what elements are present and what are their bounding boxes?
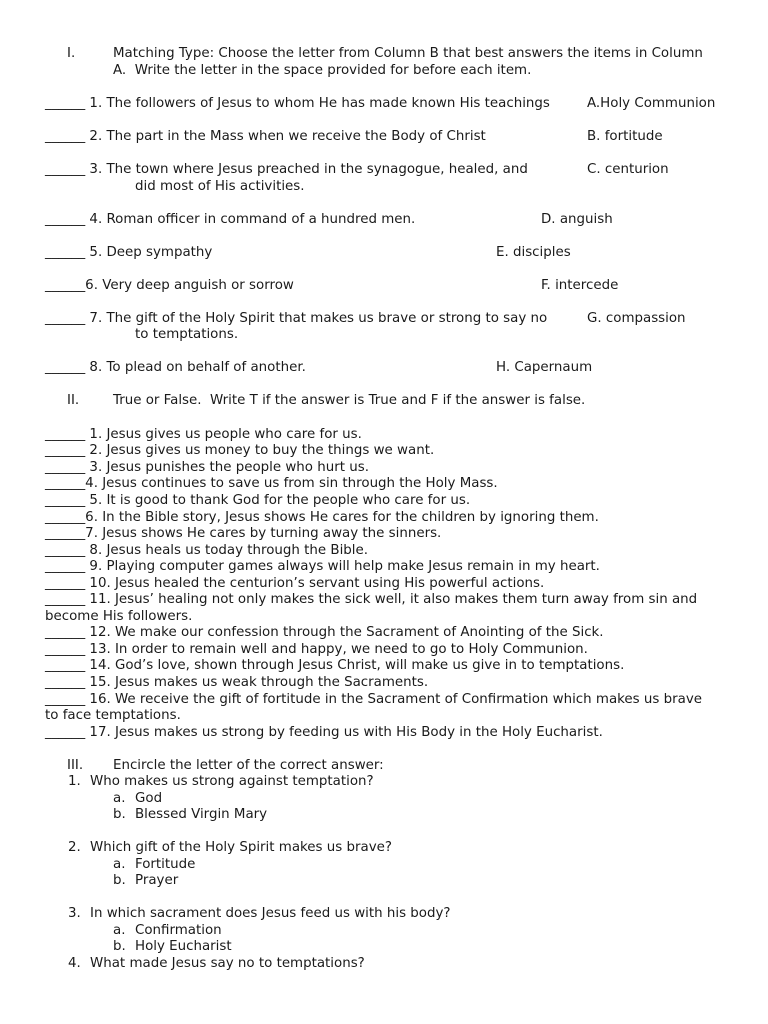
matching-choice-e: E. disciples [496,245,571,260]
matching-choice-b: B. fortitude [587,129,663,144]
part2-instruction: True or False. Write T if the answer is True and F if the answer is false. [113,393,586,408]
mc-option: Holy Eucharist [135,939,232,954]
matching-item-8: ______ 8. To plead on behalf of another. [45,360,306,375]
mc-option-letter: b. [113,939,126,954]
mc-question: Which gift of the Holy Spirit makes us brave? [90,840,392,855]
mc-option: Confirmation [135,923,222,938]
matching-choice-a: A.Holy Communion [587,96,716,111]
tf-line: ______ 17. Jesus makes us strong by feeding us with His Body in the Holy Eucharist. [45,725,603,740]
matching-choice-g: G. compassion [587,311,686,326]
part3-numeral: III. [67,758,84,773]
mc-option-letter: a. [113,791,126,806]
tf-line: ______ 3. Jesus punishes the people who hurt us. [45,460,369,475]
tf-line: ______ 2. Jesus gives us money to buy the things we want. [45,443,435,458]
mc-question-number: 2. [68,840,81,855]
mc-question-number: 1. [68,774,81,789]
tf-line: ______6. In the Bible story, Jesus shows He cares for the children by ignoring them. [45,510,599,525]
matching-choice-h: H. Capernaum [496,360,593,375]
tf-line: ______ 9. Playing computer games always will help make Jesus remain in my heart. [45,559,600,574]
tf-line-cont: become His followers. [45,609,193,624]
part1-instruction-line2: A. Write the letter in the space provided for before each item. [113,63,532,78]
tf-line: ______ 12. We make our confession through the Sacrament of Anointing of the Sick. [45,625,604,640]
matching-item-6: ______6. Very deep anguish or sorrow [45,278,294,293]
matching-choice-c: C. centurion [587,162,669,177]
tf-line: ______ 11. Jesus’ healing not only makes the sick well, it also makes them turn away from sin and [45,592,698,607]
tf-line: ______4. Jesus continues to save us from sin through the Holy Mass. [45,476,498,491]
matching-choice-d: D. anguish [541,212,613,227]
mc-option-letter: b. [113,873,126,888]
matching-item-5: ______ 5. Deep sympathy [45,245,213,260]
tf-line: ______ 15. Jesus makes us weak through the Sacraments. [45,675,429,690]
tf-line: ______ 13. In order to remain well and happy, we need to go to Holy Communion. [45,642,588,657]
mc-option-letter: a. [113,857,126,872]
matching-item-2: ______ 2. The part in the Mass when we receive the Body of Christ [45,129,486,144]
mc-option-letter: b. [113,807,126,822]
part1-instruction-line1: Matching Type: Choose the letter from Column B that best answers the items in Column [113,46,703,61]
mc-question: Who makes us strong against temptation? [90,774,374,789]
matching-item-4: ______ 4. Roman officer in command of a hundred men. [45,212,416,227]
tf-line: ______ 5. It is good to thank God for the people who care for us. [45,493,471,508]
mc-question-number: 3. [68,906,81,921]
matching-item-1: ______ 1. The followers of Jesus to whom He has made known His teachings [45,96,550,111]
mc-option-letter: a. [113,923,126,938]
mc-question: What made Jesus say no to temptations? [90,956,365,971]
tf-line: ______ 10. Jesus healed the centurion’s servant using His powerful actions. [45,576,545,591]
tf-line: ______ 8. Jesus heals us today through the Bible. [45,543,369,558]
matching-item-7-cont: to temptations. [135,327,239,342]
tf-line: ______ 1. Jesus gives us people who care for us. [45,427,362,442]
tf-line-cont: to face temptations. [45,708,181,723]
tf-line: ______ 14. God’s love, shown through Jesus Christ, will make us give in to temptations. [45,658,625,673]
tf-line: ______7. Jesus shows He cares by turning away the sinners. [45,526,442,541]
part1-numeral: I. [67,46,76,61]
mc-option: Prayer [135,873,179,888]
matching-item-3-cont: did most of His activities. [135,179,305,194]
part2-numeral: II. [67,393,80,408]
matching-item-3: ______ 3. The town where Jesus preached in the synagogue, healed, and [45,162,528,177]
mc-option: God [135,791,163,806]
mc-question-number: 4. [68,956,81,971]
matching-item-7: ______ 7. The gift of the Holy Spirit that makes us brave or strong to say no [45,311,548,326]
mc-question: In which sacrament does Jesus feed us with his body? [90,906,451,921]
mc-option: Blessed Virgin Mary [135,807,268,822]
part3-instruction: Encircle the letter of the correct answer: [113,758,384,773]
matching-choice-f: F. intercede [541,278,619,293]
tf-line: ______ 16. We receive the gift of fortitude in the Sacrament of Confirmation which makes us brave [45,692,702,707]
mc-option: Fortitude [135,857,196,872]
